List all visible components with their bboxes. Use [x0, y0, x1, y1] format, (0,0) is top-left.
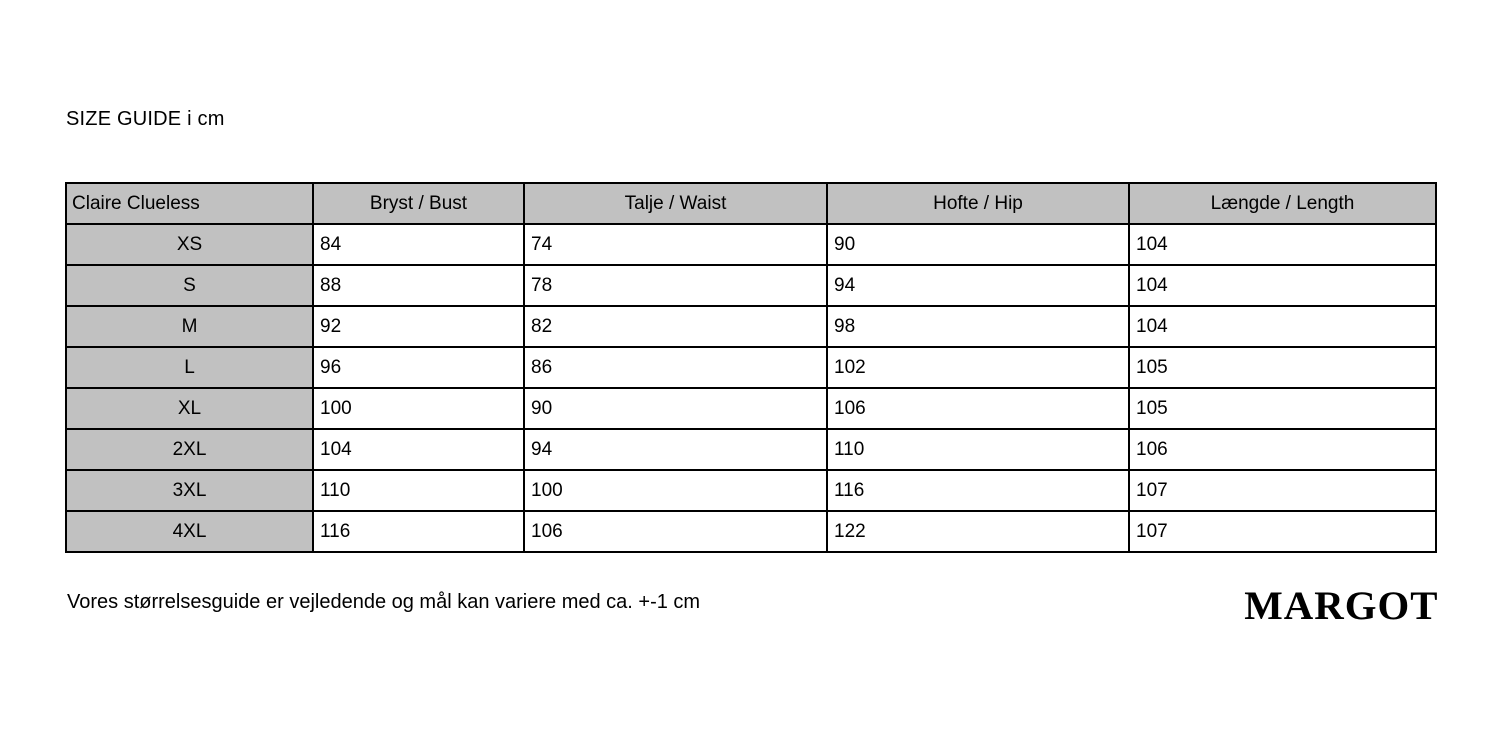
cell-hip: 122	[827, 511, 1129, 552]
cell-length: 106	[1129, 429, 1436, 470]
table-row	[66, 511, 1436, 552]
table-row	[66, 347, 1436, 388]
cell-size: 3XL	[66, 470, 313, 511]
table-row	[66, 224, 1436, 265]
column-header-hip: Hofte / Hip	[827, 183, 1129, 224]
table-row	[66, 470, 1436, 511]
cell-size: L	[66, 347, 313, 388]
column-header-length: Længde / Length	[1129, 183, 1436, 224]
cell-hip: 98	[827, 306, 1129, 347]
column-header-product: Claire Clueless	[66, 183, 313, 224]
cell-size: 4XL	[66, 511, 313, 552]
cell-size: XS	[66, 224, 313, 265]
disclaimer-text: Vores størrelsesguide er vejledende og mål kan variere med ca. +-1 cm	[67, 591, 701, 613]
table-header	[66, 183, 1436, 224]
cell-size: XL	[66, 388, 313, 429]
table-body	[66, 224, 1436, 552]
brand-logo: MARGOT	[1243, 583, 1438, 628]
size-guide-table-wrap	[65, 182, 1435, 553]
cell-length: 104	[1129, 265, 1436, 306]
cell-bust: 88	[313, 265, 524, 306]
cell-waist: 74	[524, 224, 827, 265]
cell-size: M	[66, 306, 313, 347]
cell-waist: 90	[524, 388, 827, 429]
table-row	[66, 388, 1436, 429]
column-header-waist: Talje / Waist	[524, 183, 827, 224]
table-row	[66, 306, 1436, 347]
table-header-row	[66, 183, 1436, 224]
cell-waist: 100	[524, 470, 827, 511]
cell-hip: 90	[827, 224, 1129, 265]
cell-bust: 84	[313, 224, 524, 265]
cell-hip: 116	[827, 470, 1129, 511]
cell-bust: 116	[313, 511, 524, 552]
cell-size: S	[66, 265, 313, 306]
cell-bust: 104	[313, 429, 524, 470]
cell-hip: 102	[827, 347, 1129, 388]
cell-length: 104	[1129, 306, 1436, 347]
cell-length: 104	[1129, 224, 1436, 265]
cell-hip: 106	[827, 388, 1129, 429]
column-header-bust: Bryst / Bust	[313, 183, 524, 224]
cell-length: 105	[1129, 388, 1436, 429]
size-guide-table	[65, 182, 1437, 553]
page-title: SIZE GUIDE i cm	[66, 108, 225, 130]
cell-length: 107	[1129, 470, 1436, 511]
cell-waist: 78	[524, 265, 827, 306]
cell-waist: 94	[524, 429, 827, 470]
cell-waist: 86	[524, 347, 827, 388]
cell-hip: 110	[827, 429, 1129, 470]
cell-bust: 100	[313, 388, 524, 429]
cell-bust: 96	[313, 347, 524, 388]
cell-waist: 106	[524, 511, 827, 552]
cell-bust: 92	[313, 306, 524, 347]
cell-length: 105	[1129, 347, 1436, 388]
table-row	[66, 429, 1436, 470]
cell-waist: 82	[524, 306, 827, 347]
table-row	[66, 265, 1436, 306]
cell-length: 107	[1129, 511, 1436, 552]
cell-bust: 110	[313, 470, 524, 511]
cell-hip: 94	[827, 265, 1129, 306]
cell-size: 2XL	[66, 429, 313, 470]
